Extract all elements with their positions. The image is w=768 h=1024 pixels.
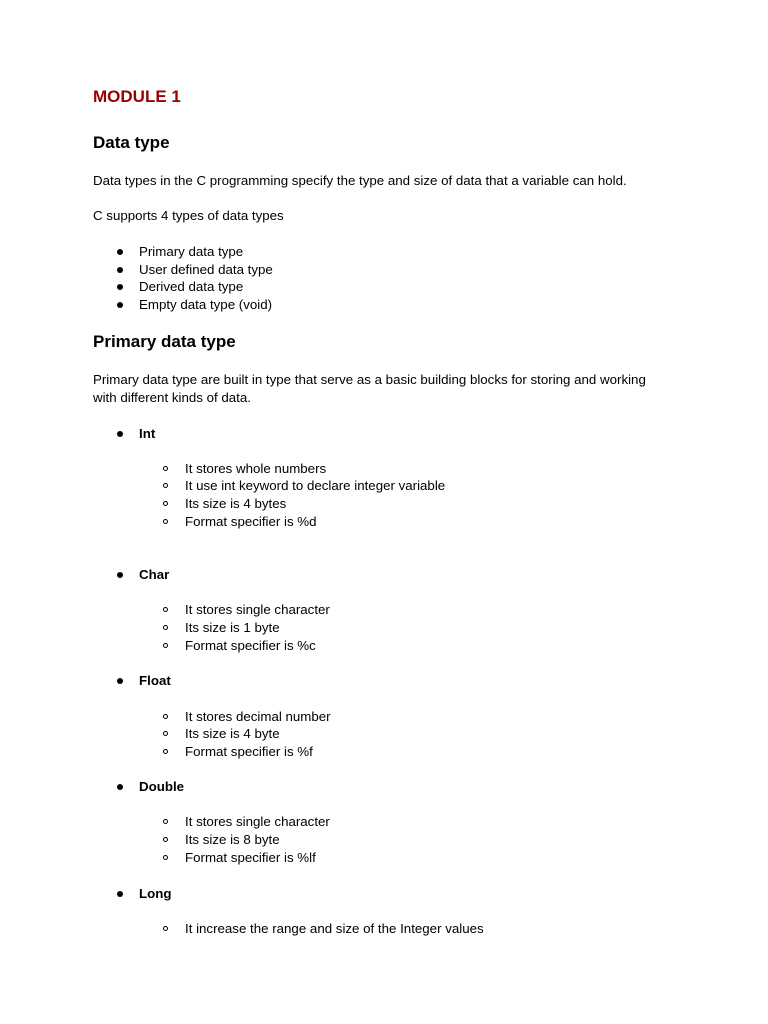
type-point: It increase the range and size of the Integer values (185, 921, 484, 936)
type-point: Format specifier is %c (185, 638, 316, 653)
circle-bullet-icon (163, 643, 168, 648)
circle-bullet-icon (163, 483, 168, 488)
circle-bullet-icon (163, 749, 168, 754)
circle-bullet-icon (163, 607, 168, 612)
type-point: Its size is 4 bytes (185, 496, 287, 511)
type-point: Its size is 8 byte (185, 832, 280, 847)
data-type-heading: Data type (93, 133, 170, 152)
type-point: It stores single character (185, 602, 330, 617)
circle-bullet-icon (163, 625, 168, 630)
primary-data-type-intro: Primary data type are built in type that serve as a basic building blocks for storing and working with different kinds of data. (93, 372, 646, 405)
data-type-supports: C supports 4 types of data types (93, 208, 284, 223)
list-item: Primary data type (139, 244, 244, 259)
list-item: Empty data type (void) (139, 297, 273, 312)
type-point: Its size is 1 byte (185, 620, 280, 635)
type-point: Its size is 4 byte (185, 726, 280, 741)
type-name: Float (139, 673, 171, 688)
bullet-icon (117, 784, 123, 790)
circle-bullet-icon (163, 855, 168, 860)
circle-bullet-icon (163, 501, 168, 506)
list-item: Derived data type (139, 279, 244, 294)
circle-bullet-icon (163, 731, 168, 736)
type-point: Format specifier is %d (185, 514, 317, 529)
list-item: User defined data type (139, 262, 273, 277)
type-point: It stores single character (185, 814, 330, 829)
bullet-icon (117, 572, 123, 578)
type-name: Int (139, 426, 156, 441)
type-name: Long (139, 886, 172, 901)
circle-bullet-icon (163, 519, 168, 524)
bullet-icon (117, 891, 123, 897)
circle-bullet-icon (163, 837, 168, 842)
primary-data-type-heading: Primary data type (93, 332, 236, 351)
bullet-icon (117, 678, 123, 684)
type-point: Format specifier is %f (185, 744, 313, 759)
circle-bullet-icon (163, 819, 168, 824)
type-name: Char (139, 567, 170, 582)
type-point: It use int keyword to declare integer variable (185, 478, 446, 493)
circle-bullet-icon (163, 466, 168, 471)
bullet-icon (117, 249, 123, 255)
bullet-icon (117, 302, 123, 308)
module-title: MODULE 1 (93, 87, 181, 106)
circle-bullet-icon (163, 714, 168, 719)
data-type-intro: Data types in the C programming specify the type and size of data that a variable can hold. (93, 173, 627, 188)
bullet-icon (117, 267, 123, 273)
bullet-icon (117, 284, 123, 290)
type-point: It stores whole numbers (185, 461, 327, 476)
bullet-icon (117, 431, 123, 437)
circle-bullet-icon (163, 926, 168, 931)
type-point: Format specifier is %lf (185, 850, 316, 865)
type-name: Double (139, 779, 185, 794)
type-point: It stores decimal number (185, 709, 331, 724)
